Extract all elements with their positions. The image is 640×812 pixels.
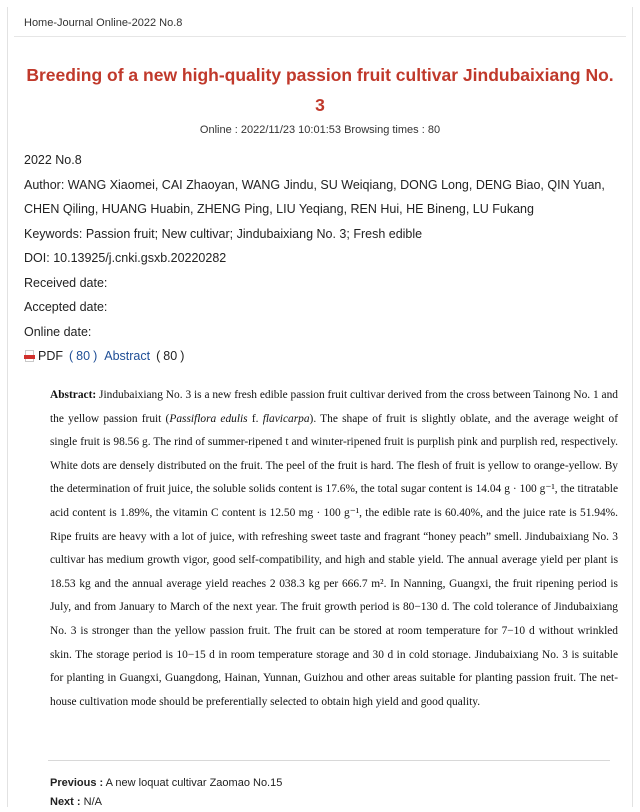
abstract-part-3: ). The shape of fruit is slightly oblate, and the average weight of single fruit is 98.56 g. The rind of summer-ripened t and winıter-ripened fruit is purplish pink and purplish red, respectively. White dots are densely distributed on the fruit. The peel of the fruit is hard. The flesh of fruit is yellow to orange-yellow. By the determination of fruit juice, the soluble solids content is 17.6%, the total sugar content is 14.04 g · 100 g⁻¹, the titratable acid content is 1.89%, the vitamin C content is 12.50 mg · 100 g⁻¹, the edible rate is 60.40%, and the juice rate is 51.94%. Ripe fruits are heavy with a lot of juice, with refreshing sweet taste and fragrant “honey peach” smell. Jindubaixiang No. 3 cultivar has medium growth vigor, good self-compatibility, and high and stable yield. The annual average yield per plant is 18.53 kg and the annual average yield reaches 2 038.3 kg per 666.7 m². In Nanning, Guangxi, the fruit ripening period is July, and from January to March of the next year. The fruit growth period is 80−130 d. The cold tolerance of Jindubaixiang No. 3 is stronger than the yellow passion fruit. The fruit can be stored at room temperature for 7−10 d without wrinkled skin. The storage period is 10−15 d in room temperature storage and 30 d in cold storıage. Jindubaixiang No. 3 is suitable for planting in Guangxi, Guangdong, Hainan, Yunnan, Guizhou and other areas suitable for planting passion fruit. The net-house cultivation mode should be preferentially selected to obtain high yield and good quality. xyxy=(50,412,618,708)
online-date xyxy=(24,320,620,345)
doi-label: DOI: xyxy=(24,251,50,265)
breadcrumb-divider xyxy=(14,36,626,37)
author-label: Author: xyxy=(24,177,65,192)
doi xyxy=(24,246,620,271)
author-names-1: WANG Xiaomei, CAI Zhaoyan, WANG Jindu, SU Weiqiang, DONG Long, DENG Biao, QIN Yuan, xyxy=(67,177,605,192)
next-label: Next : xyxy=(50,796,81,808)
accepted-date xyxy=(24,295,620,320)
online-label: Online : xyxy=(199,124,238,136)
author-line-1 xyxy=(24,173,620,198)
previous-link[interactable]: A new loquat cultivar Zaomao No.15 xyxy=(105,777,283,789)
received-date xyxy=(24,271,620,296)
abstract-link[interactable]: Abstract xyxy=(104,349,151,363)
pdf-count: 80 xyxy=(76,349,91,363)
species-name: Passiflora edulis xyxy=(169,412,248,425)
pdf-icon[interactable] xyxy=(24,350,36,363)
article-navigation xyxy=(50,774,282,812)
pdf-link[interactable]: PDF xyxy=(38,349,63,363)
next-value: N/A xyxy=(83,796,102,808)
accepted-label: Accepted date: xyxy=(24,300,108,314)
keywords-label: Keywords: xyxy=(24,226,83,241)
next-article xyxy=(50,793,282,812)
author-names-2: CHEN Qiling, HUANG Huabin, ZHENG Ping, LIU Yeqiang, REN Hui, HE Bineng, LU Fukang xyxy=(24,202,534,216)
article-title: Breeding of a new high-quality passion fruit cultivar Jindubaixiang No. 3 xyxy=(26,65,614,115)
doi-value[interactable]: 10.13925/j.cnki.gsxb.20220282 xyxy=(53,251,227,265)
previous-article xyxy=(50,774,282,793)
abstract-count: 80 xyxy=(163,349,178,363)
article-info xyxy=(24,148,620,369)
keywords-value: Passion fruit; New cultivar; Jindubaixiang No. 3; Fresh edible xyxy=(85,226,423,241)
forma-name: flavicarpa xyxy=(262,412,310,425)
online-date-label: Online date: xyxy=(24,324,92,339)
article-meta xyxy=(0,124,640,136)
issue: 2022 No.8 xyxy=(24,153,82,167)
abstract-part-1: Jindubaixiang No. 3 is a new fresh edible passion fruit cultivar derived from the cross between Tainong No. 1 and the yellow passion fruit ( xyxy=(50,389,618,425)
navigation-divider xyxy=(48,760,610,761)
browsing-label: Browsing times : xyxy=(344,124,425,136)
keywords xyxy=(24,222,620,247)
online-value: 2022/11/23 10:01:53 xyxy=(240,124,342,136)
abstract-part-2: f. xyxy=(247,412,263,425)
received-label: Received date: xyxy=(24,275,108,290)
abstract-text xyxy=(50,384,618,714)
previous-label: Previous : xyxy=(50,777,104,789)
abstract-label: Abstract: xyxy=(50,389,97,401)
breadcrumb[interactable]: Home-Journal Online-2022 No.8 xyxy=(24,17,183,29)
browsing-value: 80 xyxy=(427,124,441,136)
download-links: PDF ( 80 ) Abstract ( 80 ) xyxy=(24,344,620,369)
